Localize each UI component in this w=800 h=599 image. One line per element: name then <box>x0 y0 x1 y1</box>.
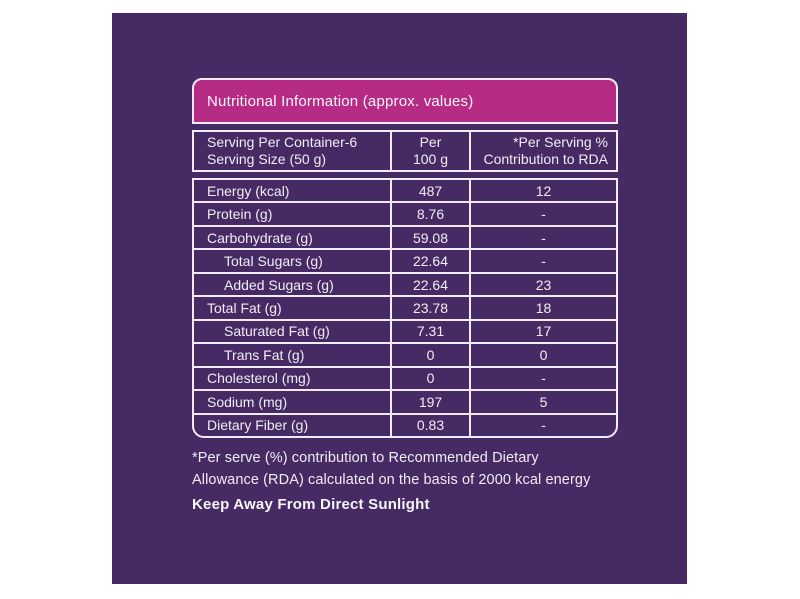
per-100g-value: 197 <box>390 391 471 412</box>
header-rda-cell: *Per Serving % Contribution to RDA <box>483 134 608 167</box>
header-per-100g-cell: Per 100 g <box>390 132 471 170</box>
nutrient-label: Protein (g) <box>207 206 273 223</box>
rda-value: - <box>541 206 546 223</box>
per-100g-value: 0 <box>390 344 471 365</box>
per-100g-value: 487 <box>390 180 471 201</box>
nutrient-label: Cholesterol (mg) <box>207 370 311 387</box>
table-header-row <box>192 130 618 172</box>
rda-value: - <box>541 229 546 246</box>
table-row <box>194 225 616 248</box>
per-100g-value: 0 <box>390 368 471 389</box>
table-row <box>194 272 616 295</box>
nutrition-title-bar <box>192 78 618 124</box>
nutrition-table <box>192 178 618 438</box>
nutrient-label: Carbohydrate (g) <box>207 229 313 246</box>
nutrient-label: Total Fat (g) <box>207 299 282 316</box>
per-100g-value: 22.64 <box>390 274 471 295</box>
rda-value: 12 <box>535 182 552 199</box>
rda-value: 23 <box>535 276 552 293</box>
serving-per-container: Serving Per Container-6 <box>207 134 358 150</box>
header-serving-cell <box>194 132 390 170</box>
label-panel <box>112 13 687 584</box>
rda-footnote <box>192 447 632 491</box>
rda-value: - <box>541 417 546 434</box>
nutrient-label: Sodium (mg) <box>207 393 288 410</box>
per-100g-value: 7.31 <box>390 321 471 342</box>
table-row <box>194 389 616 412</box>
nutrient-label: Dietary Fiber (g) <box>207 417 309 434</box>
rda-value: 18 <box>535 299 552 316</box>
rda-value: - <box>541 253 546 270</box>
table-row <box>194 295 616 318</box>
rda-footnote-line1: *Per serve (%) contribution to Recommended Dietary <box>192 450 539 466</box>
serving-size: Serving Size (50 g) <box>207 151 327 167</box>
rda-value: - <box>541 370 546 387</box>
per-100g-value: 8.76 <box>390 203 471 224</box>
per-100g-value: 23.78 <box>390 297 471 318</box>
table-row <box>194 201 616 224</box>
table-row <box>194 248 616 271</box>
table-row <box>194 366 616 389</box>
nutrition-card <box>192 78 618 438</box>
nutrient-label: Trans Fat (g) <box>224 346 305 363</box>
table-row <box>194 180 616 201</box>
rda-value: 0 <box>539 346 548 363</box>
per-100g-value: 59.08 <box>390 227 471 248</box>
nutrient-label: Saturated Fat (g) <box>224 323 330 340</box>
nutrient-label: Total Sugars (g) <box>224 253 323 270</box>
table-row <box>194 413 616 436</box>
rda-value: 17 <box>535 323 552 340</box>
nutrient-label: Added Sugars (g) <box>224 276 334 293</box>
rda-value: 5 <box>539 393 548 410</box>
per-100g-value: 22.64 <box>390 250 471 271</box>
nutrition-title: Nutritional Information (approx. values) <box>207 92 474 110</box>
rda-footnote-line2: Allowance (RDA) calculated on the basis of 2000 kcal energy <box>192 472 591 488</box>
per-100g-value: 0.83 <box>390 415 471 436</box>
table-row <box>194 342 616 365</box>
nutrient-label: Energy (kcal) <box>207 182 290 199</box>
table-row <box>194 319 616 342</box>
storage-warning: Keep Away From Direct Sunlight <box>192 496 430 513</box>
